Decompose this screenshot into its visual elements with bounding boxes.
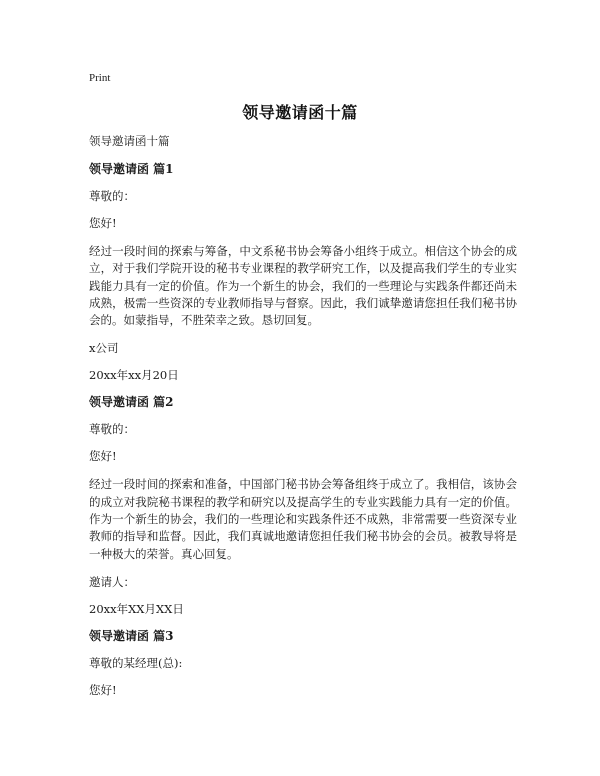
- page-title: 领导邀请函十篇: [242, 103, 358, 122]
- section-2-salutation: 尊敬的：: [89, 422, 135, 437]
- section-1-body: 经过一段时间的探索与筹备，中文系秘书协会筹备小组终于成立。相信这个协会的成立，对于我们学院开设的秘书专业课程的教学研究工作，以及提高我们学生的专业实践能力具有一定的价值。作为一个新生的协会，我们的一些理论与实践条件都还尚未成熟，极需一些资深的专业教师指导与督察。因此，我们诚挚邀请您担任我们秘书协会的。如蒙指导，不胜荣幸之致。恳切回复。: [89, 244, 517, 328]
- section-2-heading: 领导邀请函 篇2: [89, 395, 174, 410]
- section-3-salutation: 尊敬的某经理(总):: [89, 655, 183, 670]
- section-2-date: 20xx年XX月XX日: [89, 601, 184, 616]
- section-1-heading: 领导邀请函 篇1: [89, 162, 174, 176]
- section-1-signer: x公司: [89, 341, 119, 356]
- section-1-salutation: 尊敬的：: [89, 189, 135, 203]
- section-2-body: 经过一段时间的探索和准备，中国部门秘书协会筹备组终于成立了。我相信，该协会的成立对我院秘书课程的教学和研究以及提高学生的专业实践能力具有一定的价值。作为一个新生的协会，我们的一些理论和实践条件还不成熟，非常需要一些资深专业教师的指导和监督。因此，我们真诚地邀请您担任我们秘书协会的会员。被教导将是一种极大的荣誉。真心回复。: [89, 477, 517, 561]
- section-1-date: 20xx年xx月20日: [89, 368, 179, 383]
- section-2-greeting: 您好!: [89, 449, 117, 464]
- section-1-greeting: 您好!: [89, 216, 117, 230]
- print-link[interactable]: Print: [89, 72, 111, 84]
- document-body: [89, 134, 517, 710]
- section-3-heading: 领导邀请函 篇3: [89, 628, 174, 643]
- section-3-greeting: 您好!: [89, 682, 117, 697]
- document-subtitle: 领导邀请函十篇: [89, 134, 170, 148]
- section-2-signer: 邀请人：: [89, 574, 135, 589]
